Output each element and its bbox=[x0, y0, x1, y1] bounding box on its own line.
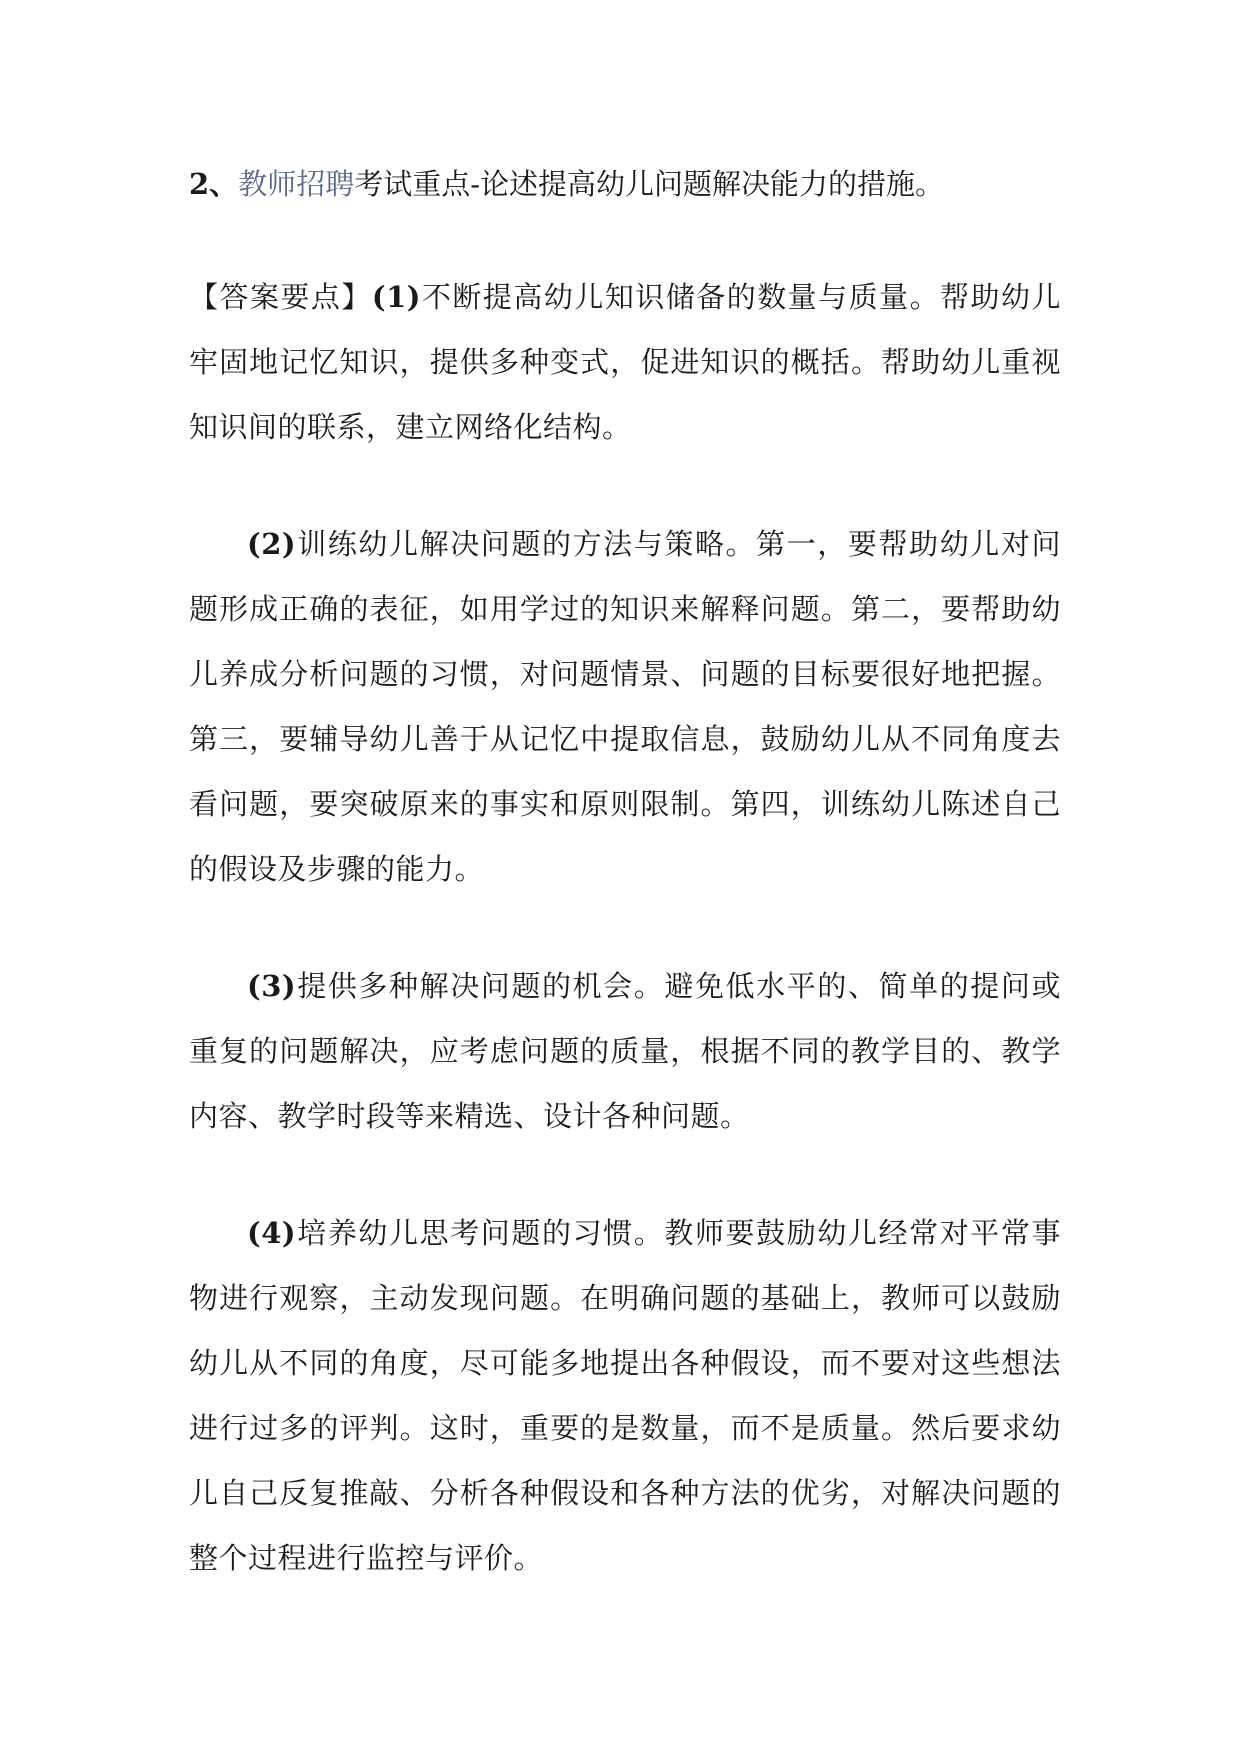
teacher-recruitment-link[interactable]: 教师招聘 bbox=[238, 167, 355, 201]
point-label-2: (2) bbox=[247, 527, 297, 561]
answer-point-1 bbox=[189, 265, 1061, 460]
point-label-1: (1) bbox=[371, 280, 421, 314]
answer-point-2 bbox=[189, 512, 1061, 902]
question-number: 2、 bbox=[189, 167, 239, 201]
question-title: 考试重点-论述提高幼儿问题解决能力的措施。 bbox=[354, 167, 945, 201]
point-label-3: (3) bbox=[247, 969, 297, 1003]
answer-point-3 bbox=[189, 954, 1061, 1149]
point-text-2: 训练幼儿解决问题的方法与策略。第一，要帮助幼儿对问题形成正确的表征，如用学过的知识来解释问题。第二，要帮助幼儿养成分析问题的习惯，对问题情景、问题的目标要很好地把握。第三，要辅导幼儿善于从记忆中提取信息，鼓励幼儿从不同角度去看问题，要突破原来的事实和原则限制。第四，训练幼儿陈述自己的假设及步骤的能力。 bbox=[189, 527, 1061, 886]
document-body bbox=[189, 155, 1061, 1643]
point-label-4: (4) bbox=[247, 1216, 297, 1250]
point-text-3: 提供多种解决问题的机会。避免低水平的、简单的提问或重复的问题解决，应考虑问题的质量，根据不同的教学目的、教学内容、教学时段等来精选、设计各种问题。 bbox=[189, 969, 1061, 1133]
answer-point-4 bbox=[189, 1201, 1061, 1591]
question-heading bbox=[189, 155, 1061, 213]
point-text-1: 不断提高幼儿知识储备的数量与质量。帮助幼儿牢固地记忆知识，提供多种变式，促进知识的概括。帮助幼儿重视知识间的联系，建立网络化结构。 bbox=[189, 280, 1061, 444]
point-text-4: 培养幼儿思考问题的习惯。教师要鼓励幼儿经常对平常事物进行观察，主动发现问题。在明确问题的基础上，教师可以鼓励幼儿从不同的角度，尽可能多地提出各种假设，而不要对这些想法进行过多的评判。这时，重要的是数量，而不是质量。然后要求幼儿自己反复推敲、分析各种假设和各种方法的优劣，对解决问题的整个过程进行监控与评价。 bbox=[189, 1216, 1061, 1575]
answer-key-label: 【答案要点】 bbox=[189, 280, 372, 314]
